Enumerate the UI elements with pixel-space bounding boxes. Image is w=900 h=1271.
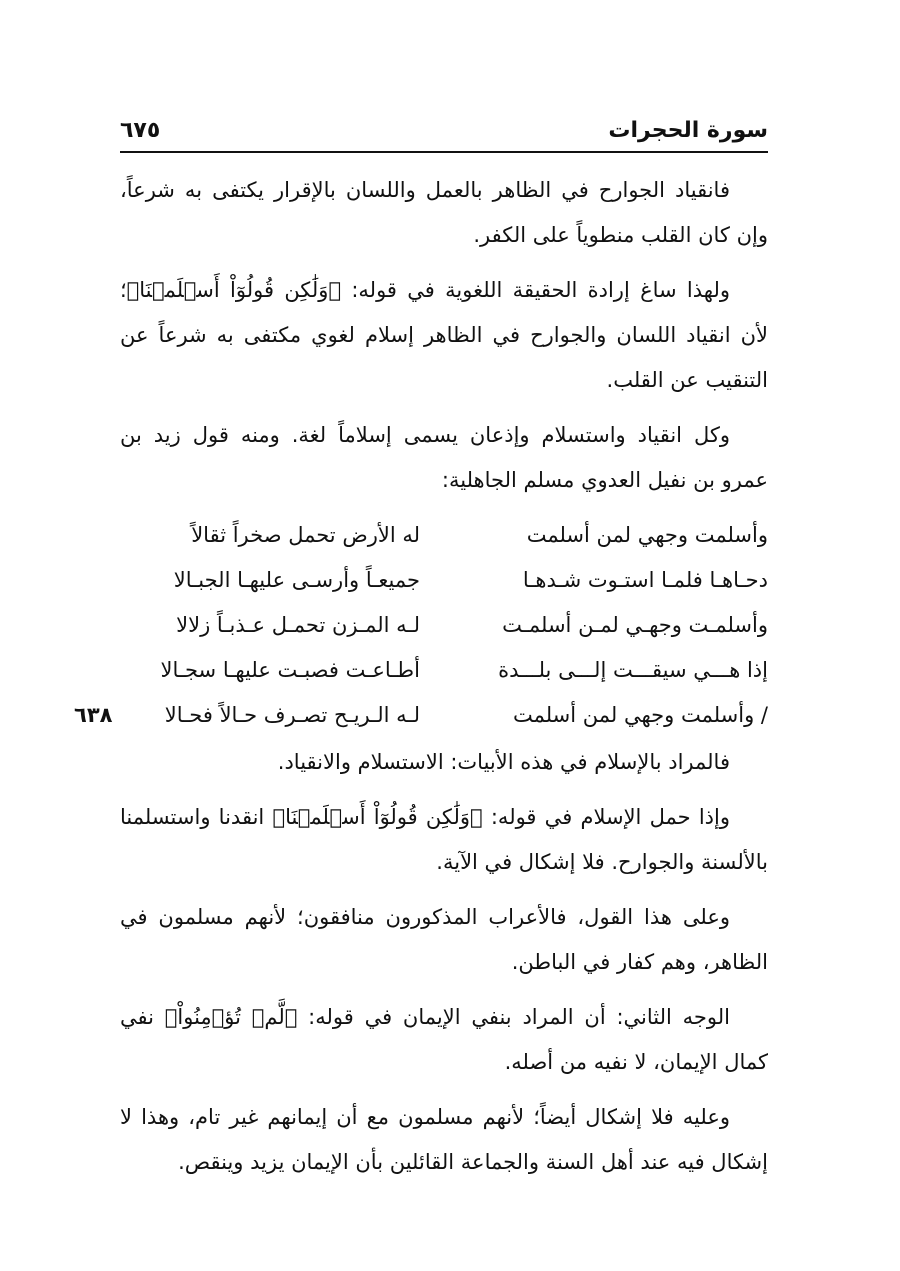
surah-title: سورة الحجرات	[608, 117, 768, 143]
page-number: ٦٧٥	[120, 117, 161, 143]
paragraph: وكل انقياد واستسلام وإذعان يسمى إسلاماً لغة. ومنه قول زيد بن عمرو بن نفيل العدوي مسلم الجاهلية:	[120, 423, 768, 492]
verse-first-hemistich: دحـاهـا فلمـا استـوت شـدهـا	[522, 568, 768, 592]
verse-first-hemistich: وأسلمـت وجهـي لمـن أسلمـت	[502, 613, 768, 637]
page-body	[74, 168, 768, 1185]
running-header	[120, 112, 768, 148]
paragraph: وعلى هذا القول، فالأعراب المذكورون منافقون؛ لأنهم مسلمون في الظاهر، وهم كفار في الباطن.	[120, 905, 768, 974]
paragraph: ولهذا ساغ إرادة الحقيقة اللغوية في قوله: ﴿وَلَٰكِن قُولُوٓاْ أَسۡلَمۡنَا﴾؛ لأن انقياد اللسان والجوارح في الظاهر إسلام لغوي مكتفى به شرعاً عن التنقيب عن القلب.	[120, 278, 768, 392]
paragraph: فالمراد بالإسلام في هذه الأبيات: الاستسلام والانقياد.	[277, 750, 730, 774]
poem-verse	[120, 648, 768, 693]
verse-first-hemistich: إذا هـــي سيقـــت إلـــى بلـــدة	[498, 658, 768, 682]
verse-first-hemistich: وأسلمت وجهي لمن أسلمت	[526, 523, 768, 547]
poem-verse	[74, 693, 768, 738]
header-rule	[120, 151, 768, 153]
verse-second-hemistich: أطـاعـت فصبـت عليهـا سجـالا	[160, 658, 420, 682]
verse-second-hemistich: جميعـاً وأرسـى عليهـا الجبـالا	[173, 568, 420, 592]
poem-verse	[120, 558, 768, 603]
verse-second-hemistich: لـه الـريـح تصـرف حـالاً فحـالا	[164, 703, 420, 727]
poem-verse	[120, 513, 768, 558]
paragraph: فانقياد الجوارح في الظاهر بالعمل واللسان بالإقرار يكتفى به شرعاً، وإن كان القلب منطوياً على الكفر.	[120, 178, 768, 247]
margin-page-reference: ٦٣٨	[74, 703, 113, 727]
poem-verse	[120, 603, 768, 648]
paragraph: وإذا حمل الإسلام في قوله: ﴿وَلَٰكِن قُولُوٓاْ أَسۡلَمۡنَا﴾ انقدنا واستسلمنا بالألسنة والجوارح. فلا إشكال في الآية.	[120, 805, 768, 874]
poem	[74, 513, 768, 738]
verse-first-hemistich: / وأسلمت وجهي لمن أسلمت	[512, 703, 768, 727]
verse-second-hemistich: له الأرض تحمل صخراً ثقالاً	[191, 523, 420, 547]
paragraph: وعليه فلا إشكال أيضاً؛ لأنهم مسلمون مع أن إيمانهم غير تام، وهذا لا إشكال فيه عند أهل السنة والجماعة القائلين بأن الإيمان يزيد وينقص.	[120, 1105, 768, 1174]
paragraph: الوجه الثاني: أن المراد بنفي الإيمان في قوله: ﴿لَّمۡ تُؤۡمِنُواْ﴾ نفي كمال الإيمان، لا نفيه من أصله.	[120, 1005, 768, 1074]
verse-second-hemistich: لـه المـزن تحمـل عـذبـاً زلالا	[176, 613, 420, 637]
